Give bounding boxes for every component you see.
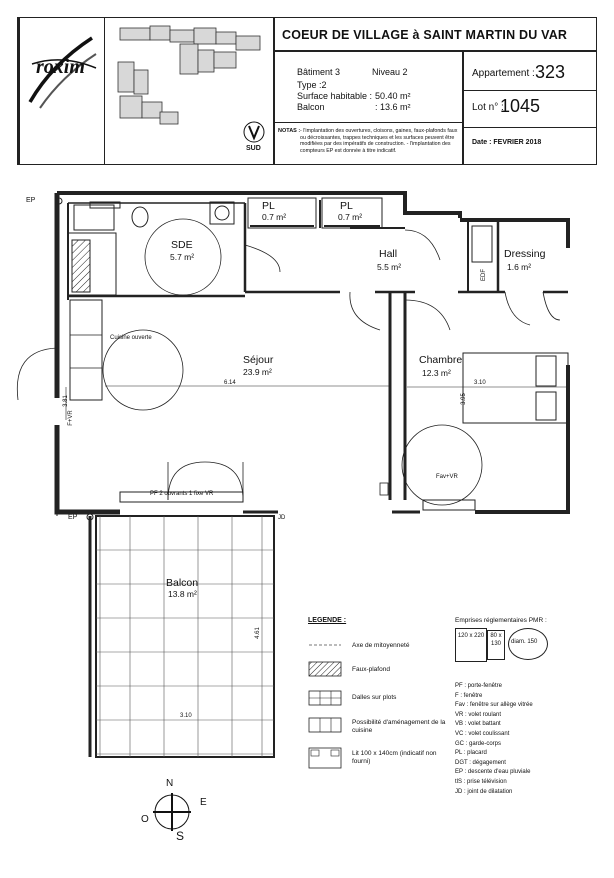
tb-sep-1	[104, 17, 105, 165]
ef-label: F+VR	[67, 410, 74, 426]
abbr-item: Fav : fenêtre sur allège vitrée	[455, 702, 533, 709]
room-area-pl2: 0.7 m²	[338, 212, 363, 222]
pmr-title: Emprises réglementaires PMR :	[455, 617, 547, 624]
balcon-label: Balcon	[297, 102, 325, 112]
room-area-balcon: 13.8 m²	[168, 589, 197, 599]
logo-text: roxim	[36, 56, 85, 78]
dim-kitchen: 3.81	[62, 395, 69, 407]
cuisine-label: Cuisine ouverte	[110, 335, 152, 341]
room-area-sde: 5.7 m²	[170, 252, 195, 262]
abbreviations-list	[455, 682, 533, 797]
surface-value: 50.40 m²	[375, 91, 411, 101]
orientation-icon	[240, 120, 268, 144]
abbr-item: JD : joint de dilatation	[455, 788, 513, 795]
tb-hline-3	[462, 90, 597, 91]
tb-hline-1	[273, 50, 597, 52]
legend-lit: Lit 100 x 140cm (indicatif non fourni)	[352, 750, 437, 765]
pf-label: PF 2 ouvrants 1 fixe VR	[150, 491, 214, 497]
legend-title: LEGENDE :	[308, 617, 347, 624]
surface-label: Surface habitable :	[297, 91, 373, 101]
site-plan-thumbnail	[110, 22, 270, 132]
niveau: Niveau 2	[372, 67, 408, 77]
appartement-label: Appartement :	[472, 68, 535, 79]
compass-n: N	[166, 778, 174, 789]
compass-icon	[150, 790, 194, 834]
abbr-item: VB : volet battant	[455, 721, 501, 728]
batiment: Bâtiment 3	[297, 67, 341, 77]
lot-label: Lot n° :	[472, 102, 504, 113]
notes-label: NOTAS :	[278, 128, 301, 134]
tb-sep-2	[273, 17, 275, 165]
legend-symbols	[305, 640, 345, 770]
compass-s: S	[176, 829, 185, 843]
room-name-chambre: Chambre	[419, 354, 463, 366]
fav-label: Fav+VR	[436, 474, 458, 480]
room-name-balcon: Balcon	[166, 577, 199, 589]
type: Type :2	[297, 80, 327, 90]
room-name-sde: SDE	[171, 239, 193, 251]
abbr-item: PF : porte-fenêtre	[455, 683, 503, 689]
ep-bottom-label: EP	[68, 514, 78, 521]
dim-chambre-height: 3.95	[460, 393, 467, 405]
room-area-dressing: 1.6 m²	[507, 262, 532, 272]
room-area-pl1: 0.7 m²	[262, 212, 287, 222]
abbr-item: VR : volet roulant	[455, 711, 502, 718]
room-area-sejour: 23.9 m²	[243, 367, 272, 377]
dim-chambre-width: 3.10	[474, 380, 486, 386]
dim-sejour-width: 6.14	[224, 380, 236, 386]
abbr-item: F : fenêtre	[455, 692, 483, 699]
legend-faux-plafond: Faux-plafond	[352, 666, 390, 673]
date: Date : FEVRIER 2018	[472, 139, 542, 146]
lot-value: 1045	[500, 96, 541, 116]
legend-cuisine: Possibilité d'aménagement de la cuisine	[352, 719, 446, 734]
abbr-item: VC : volet coulissant	[455, 730, 510, 737]
tb-hline-4	[462, 127, 597, 128]
pmr-circle-text: diam. 150	[511, 639, 538, 645]
tb-sep-3	[462, 50, 464, 165]
abbr-item: EP : descente d'eau pluviale	[455, 769, 531, 776]
room-area-hall: 5.5 m²	[377, 262, 402, 272]
legend-mitoyennete: Axe de mitoyenneté	[352, 642, 410, 649]
tb-hline-2	[273, 122, 462, 123]
room-name-pl2: PL	[340, 200, 353, 212]
edf-label: EDF	[481, 269, 487, 281]
jd-label: JD	[278, 515, 286, 521]
abbr-item: GC : garde-corps	[455, 740, 502, 747]
room-name-pl1: PL	[262, 200, 275, 212]
balcon-value: : 13.6 m²	[375, 102, 411, 112]
dim-balcon-height: 4.61	[254, 627, 261, 639]
room-area-chambre: 12.3 m²	[422, 368, 451, 378]
pmr-box-1-text: 120 x 220	[457, 633, 485, 639]
compass-o: O	[141, 814, 149, 825]
dim-balcon-width: 3.10	[180, 713, 192, 719]
room-name-sejour: Séjour	[243, 354, 274, 366]
room-name-dressing: Dressing	[504, 248, 546, 260]
abbr-item: PL : placard	[455, 750, 487, 757]
room-name-hall: Hall	[379, 248, 398, 260]
legend-dalles: Dalles sur plots	[352, 694, 397, 701]
orientation-label: SUD	[246, 145, 261, 152]
pmr-box-2-text: 80 x 130	[490, 633, 502, 647]
appartement-value: 323	[535, 62, 566, 82]
ep-top-label: EP	[26, 197, 36, 204]
notes-text: - l'implantation des ouvertures, cloisons, gaines, faux-plafonds faux ou décroissantes, trappes techniques et les surfaces peuvent être modifiées par des impératifs de construction. - l'implantation des compteurs EP est donnée à titre indicatif.	[300, 128, 458, 154]
abbr-item: tlS : prise télévision	[455, 778, 507, 785]
compass-e: E	[200, 797, 207, 808]
project-title: COEUR DE VILLAGE à SAINT MARTIN DU VAR	[282, 28, 568, 42]
abbr-item: DGT : dégagement	[455, 759, 506, 766]
